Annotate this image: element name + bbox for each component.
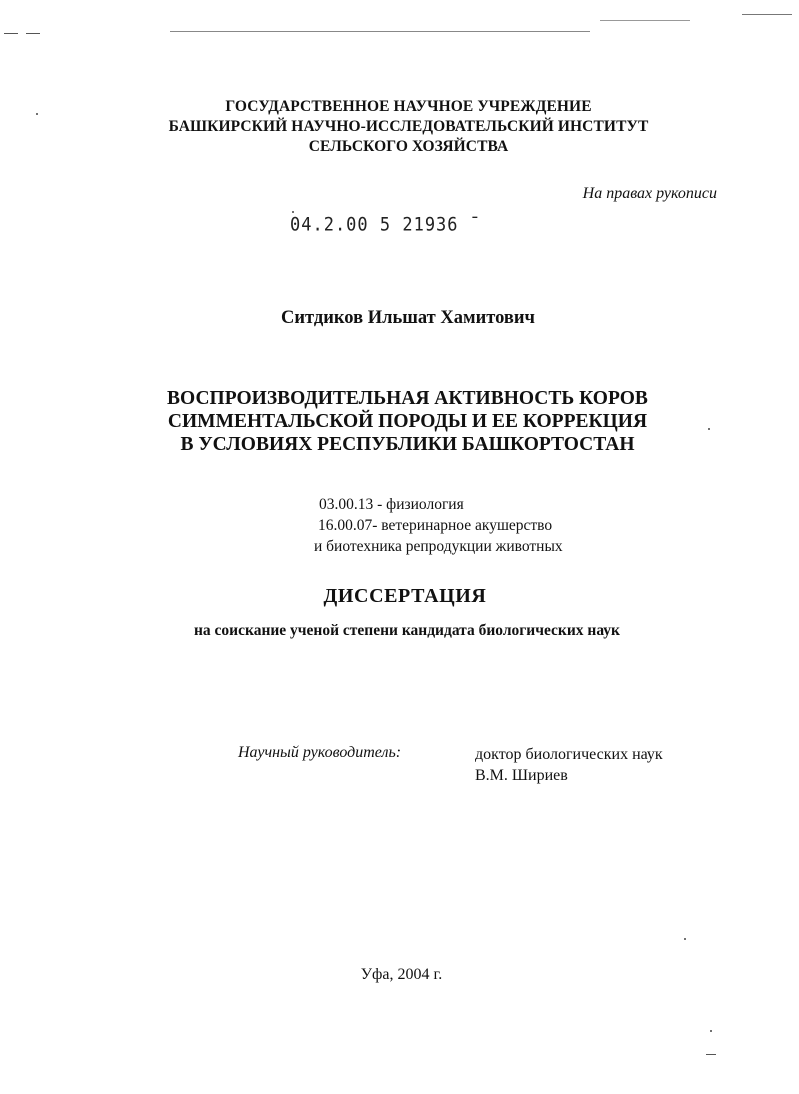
- dissertation-title: [0, 387, 799, 456]
- scan-artifact-line: [170, 31, 590, 32]
- scan-artifact-line: [600, 20, 690, 21]
- document-type: [0, 585, 799, 608]
- scan-artifact-line: [4, 33, 18, 34]
- registration-number: [290, 214, 481, 236]
- scan-artifact-line: [742, 14, 792, 15]
- degree-statement-text: на соискание ученой степени кандидата биологических наук: [194, 622, 620, 639]
- scan-artifact-dot: [684, 938, 686, 940]
- scan-artifact-line: [706, 1054, 716, 1055]
- specialty-line: и биотехника репродукции животных: [314, 538, 563, 555]
- supervisor-info: [475, 744, 663, 786]
- institution-line: СЕЛЬСКОГО ХОЗЯЙСТВА: [308, 138, 509, 155]
- title-line: ВОСПРОИЗВОДИТЕЛЬНАЯ АКТИВНОСТЬ КОРОВ: [167, 388, 648, 409]
- city-year-text: Уфа, 2004 г.: [360, 966, 443, 983]
- degree-statement: [0, 622, 799, 640]
- title-line: В УСЛОВИЯХ РЕСПУБЛИКИ БАШКОРТОСТАН: [180, 434, 635, 455]
- city-year: [0, 966, 799, 984]
- specialty-codes: [314, 494, 563, 557]
- institution-header: [0, 97, 799, 157]
- scan-artifact-dot: [292, 211, 294, 213]
- manuscript-note: На правах рукописи: [582, 185, 717, 202]
- registration-number-dash: ˉ: [458, 214, 482, 236]
- scan-artifact-dot: [710, 1030, 712, 1032]
- registration-number-text: 04.2.00 5 21936: [290, 214, 459, 236]
- specialty-line: 03.00.13 - физиология: [319, 496, 464, 513]
- author-name-text: Ситдиков Ильшат Хамитович: [281, 308, 535, 328]
- document-type-text: ДИССЕРТАЦИЯ: [323, 585, 487, 607]
- institution-line: БАШКИРСКИЙ НАУЧНО-ИССЛЕДОВАТЕЛЬСКИЙ ИНСТИТУТ: [168, 118, 649, 135]
- institution-line: ГОСУДАРСТВЕННОЕ НАУЧНОЕ УЧРЕЖДЕНИЕ: [225, 98, 592, 115]
- specialty-line: 16.00.07- ветеринарное акушерство: [318, 517, 553, 534]
- author-name: [0, 308, 799, 329]
- scan-artifact-line: [26, 33, 40, 34]
- supervisor-degree: доктор биологических наук: [475, 746, 663, 763]
- title-line: СИММЕНТАЛЬСКОЙ ПОРОДЫ И ЕЕ КОРРЕКЦИЯ: [167, 411, 648, 432]
- supervisor-label: Научный руководитель:: [238, 744, 402, 761]
- supervisor-name: В.М. Шириев: [475, 767, 568, 784]
